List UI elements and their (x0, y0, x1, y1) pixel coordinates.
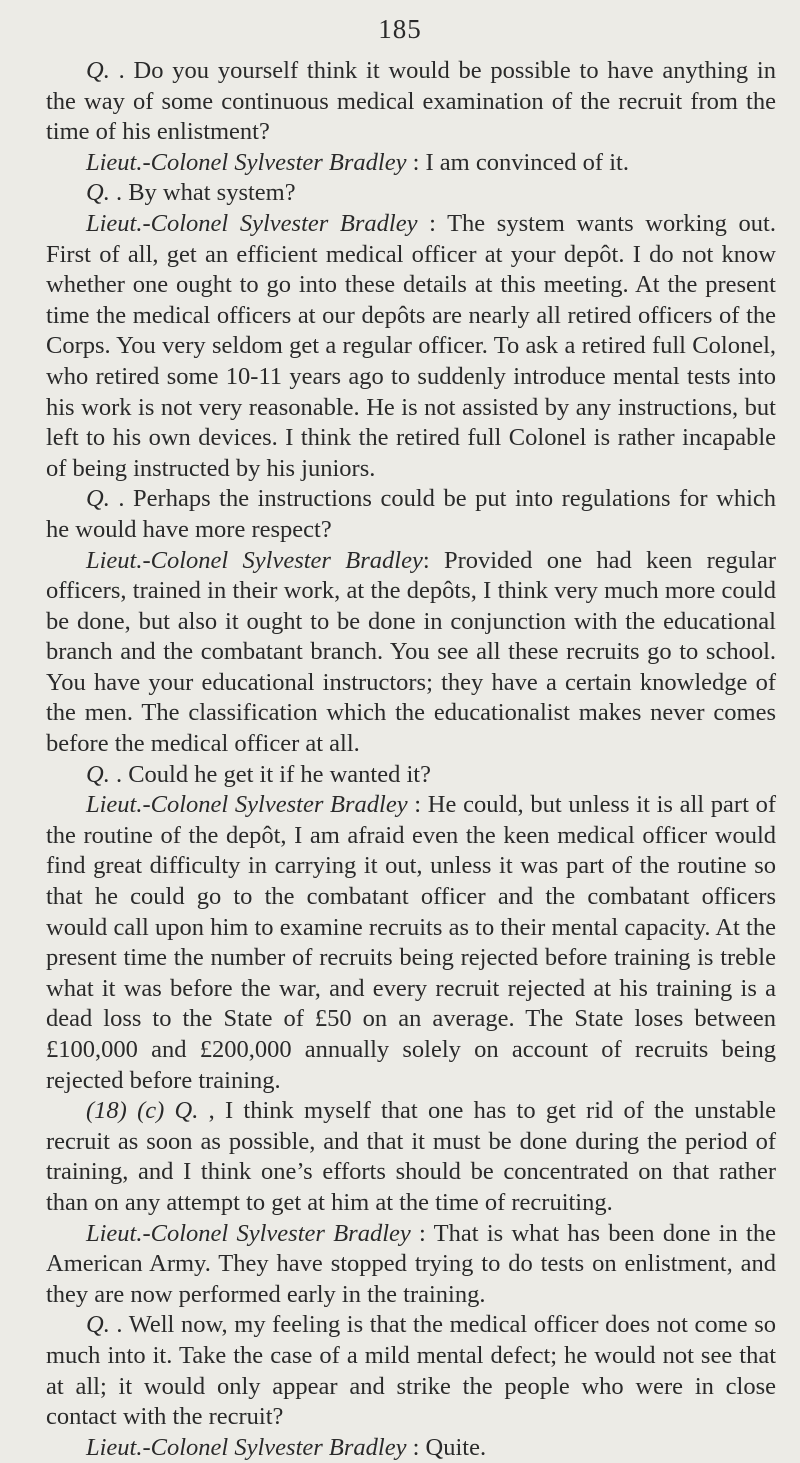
paragraph-text: : Quite. (406, 1433, 487, 1461)
paragraph-answer (46, 148, 776, 179)
paragraph-text: . Well now, my feeling is that the medical officer does not come so much into it. Take the case of a mild mental defect; he would not see that at all; it would only appear and strike the people who were in close contact with the recruit? (46, 1311, 776, 1431)
paragraph-text: . Do you yourself think it would be possible to have anything in the way of some continuous medical examination of the recruit from the time of his enlistment? (46, 57, 776, 146)
speaker-label: Lieut.-Colonel Sylvester Bradley (86, 148, 407, 176)
paragraph-text: . By what system? (109, 179, 296, 207)
paragraph-answer (46, 790, 776, 1096)
paragraph-question (46, 56, 776, 148)
paragraph-text: : The system wants working out. First of all, get an efficient medical officer at your depôt. I do not know whether one ought to go into these details at this meeting. At the present time the medical officers at our depôts are nearly all retired officers of the Corps. You very seldom get a regular officer. To ask a retired full Colonel, who retired some 10-11 years ago to suddenly introduce mental tests into his work is not very reasonable. He is not assisted by any instructions, but left to his own devices. I think the retired full Colonel is rather incapable of being instructed by his juniors. (46, 209, 776, 482)
speaker-label: Lieut.-Colonel Sylvester Bradley (86, 1219, 411, 1247)
paragraph-question (46, 760, 776, 791)
speaker-label: (18) (c) Q. (86, 1097, 199, 1125)
paragraph-text: : That is what has been done in the American Army. They have stopped trying to do tests on enlistment, and they are now performed early in the training. (46, 1219, 776, 1308)
paragraph-answer (46, 546, 776, 760)
page-number: 185 (378, 14, 422, 44)
paragraph-text: . Perhaps the instructions could be put into regulations for which he would have more respect? (46, 485, 776, 543)
speaker-label: Q. (86, 179, 110, 207)
speaker-label: Lieut.-Colonel Sylvester Bradley (86, 546, 423, 574)
paragraph-text: : I am convinced of it. (406, 148, 629, 176)
paragraph-question (46, 1096, 776, 1218)
paragraph-answer (46, 1219, 776, 1311)
transcript-body (46, 56, 776, 1463)
paragraph-text: . Could he get it if he wanted it? (109, 760, 431, 788)
paragraph-question (46, 1310, 776, 1432)
paragraph-text: : Provided one had keen regular officers, trained in their work, at the depôts, I think very much more could be done, but also it ought to be done in conjunction with the educational branch and the combatant branch. You see all these recruits go to school. You have your educational instructors; they have a certain knowledge of the men. The classification which the educationalist makes never comes before the medical officer at all. (46, 546, 776, 758)
speaker-label: Lieut.-Colonel Sylvester Bradley (86, 209, 418, 237)
speaker-label: Lieut.-Colonel Sylvester Bradley (86, 791, 408, 819)
paragraph-text: , I think myself that one has to get rid of the unstable recruit as soon as possible, and that it must be done during the period of training, and I think one’s efforts should be concentrated on that rather than on any attempt to get at him at the time of recruiting. (46, 1097, 777, 1216)
paragraph-text: : He could, but unless it is all part of the routine of the depôt, I am afraid even the keen medical officer would find great difficulty in carrying it out, unless it was part of the routine so that he could go to the combatant officer and the combatant officers would call upon him to examine recruits as to their mental capacity. At the present time the number of recruits being rejected before training is treble what it was before the war, and every recruit rejected at his training is a dead loss to the State of £50 on an average. The State loses between £100,000 and £200,000 annually solely on account of recruits being rejected before training. (46, 791, 776, 1094)
speaker-label: Lieut.-Colonel Sylvester Bradley (86, 1433, 407, 1461)
paragraph-answer (46, 209, 776, 484)
paragraph-question (46, 178, 776, 209)
paragraph-answer (46, 1433, 776, 1463)
speaker-label: Q. (86, 1311, 110, 1339)
paragraph-question (46, 484, 776, 545)
speaker-label: Q. (86, 57, 110, 84)
speaker-label: Q. (86, 485, 110, 513)
speaker-label: Q. (86, 760, 110, 788)
